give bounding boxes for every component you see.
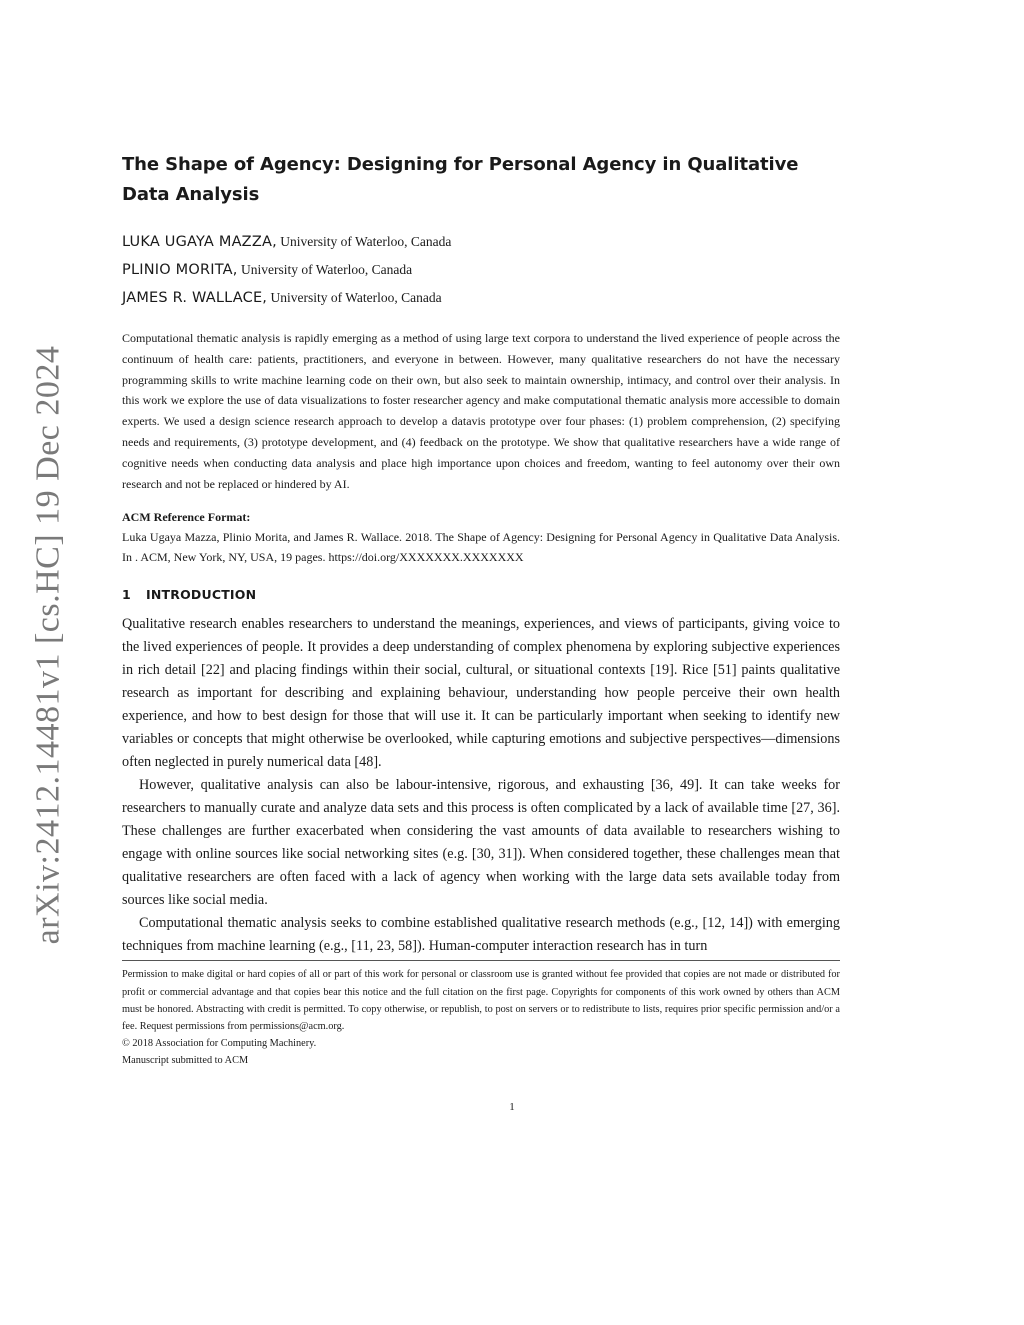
body-paragraph: However, qualitative analysis can also be labour-intensive, rigorous, and exhausting [36, 49]. It can take weeks for researchers to manually curate and analyze data sets and this process is often complicated by a lack of available time [27, 36]. These challenges are further exacerbated when considering the vast amounts of data available to researchers wishing to engage with online sources like social networking sites (e.g. [30, 31]). When considered together, these challenges mean that qualitative researchers are often faced with a lack of agency when working with the large data sets available today from sources like social media. xyxy=(122,777,840,909)
footnote-divider xyxy=(122,960,840,961)
paper-page xyxy=(122,150,840,1070)
page-number: 1 xyxy=(509,1101,515,1113)
copyright-notice: © 2018 Association for Computing Machinery. xyxy=(122,1038,317,1050)
author-entry xyxy=(122,228,840,256)
arxiv-identifier-stamp xyxy=(28,345,68,945)
author-list xyxy=(122,228,840,312)
body-paragraph: Qualitative research enables researchers to understand the meanings, experiences, and views of participants, giving voice to the lived experiences of people. It provides a deep understanding of complex phenomena by exploring subjective experiences in rich detail [22] and placing findings within their social, cultural, or situational contexts [19]. Rice [51] paints qualitative research as important for describing and explaining behaviour, understanding how people perceive their own health experience, and how to best design for those that will use it. It can be particularly important when seeking to identify new variables or concepts that might otherwise be overlooked, while capturing emotions and subjective perspectives—dimensions often neglected in purely numerical data [48]. xyxy=(122,616,840,771)
section-title: INTRODUCTION xyxy=(146,587,257,603)
body-paragraph: Computational thematic analysis seeks to combine established qualitative research methods (e.g., [12, 14]) with emerging techniques from machine learning (e.g., [11, 23, 58]). Human-computer interaction research has in turn xyxy=(122,915,840,955)
author-affiliation: University of Waterloo, Canada xyxy=(270,290,442,305)
author-entry xyxy=(122,284,840,312)
author-name: LUKA UGAYA MAZZA, xyxy=(122,234,277,250)
permission-notice: Permission to make digital or hard copies of all or part of this work for personal or classroom use is granted without fee provided that copies are not made or distributed for profit or commercial advantage and that copies bear this notice and the full citation on the first page. Copyrights for components of this work owned by others than ACM must be honored. Abstracting with credit is permitted. To copy otherwise, or republish, to post on servers or to redistribute to lists, requires prior specific permission and/or a fee. Request permissions from permissions@acm.org. xyxy=(122,969,840,1032)
author-name: JAMES R. WALLACE, xyxy=(122,290,268,306)
manuscript-note: Manuscript submitted to ACM xyxy=(122,1055,249,1067)
abstract-text: Computational thematic analysis is rapidly emerging as a method of using large text corpora to understand the lived experience of people across the continuum of health care: patients, practitioners, and everyone in between. However, many qualitative researchers do not have the necessary programming skills to write machine learning code on their own, but also seek to maintain ownership, intimacy, and control over their analysis. In this work we explore the use of data visualizations to foster researcher agency and make computational thematic analysis more accessible to domain experts. We used a design science research approach to develop a datavis prototype over four phases: (1) problem comprehension, (2) specifying needs and requirements, (3) prototype development, and (4) feedback on the prototype. We show that qualitative researchers have a wide range of cognitive needs when conducting data analysis and place high importance upon choices and freedom, wanting to feel autonomy over their own research and not be replaced or hindered by AI. xyxy=(122,331,840,491)
reference-format-text: Luka Ugaya Mazza, Plinio Morita, and James R. Wallace. 2018. The Shape of Agency: Designing for Personal Agency in Qualitative Data Analysis. In . ACM, New York, NY, USA, 19 pages. https://doi.org/XXXXXXX.XXXXXXX xyxy=(122,530,840,565)
reference-format-heading: ACM Reference Format: xyxy=(122,510,251,525)
section-heading-introduction xyxy=(122,585,840,605)
author-entry xyxy=(122,256,840,284)
arxiv-identifier-text: arXiv:2412.14481v1 [cs.HC] 19 Dec 2024 xyxy=(29,345,67,945)
author-name: PLINIO MORITA, xyxy=(122,262,238,278)
author-affiliation: University of Waterloo, Canada xyxy=(240,262,413,277)
section-number: 1 xyxy=(122,587,131,603)
paper-title: The Shape of Agency: Designing for Personal Agency in Qualitative Data Analysis xyxy=(122,154,799,205)
author-affiliation: University of Waterloo, Canada xyxy=(280,234,452,249)
